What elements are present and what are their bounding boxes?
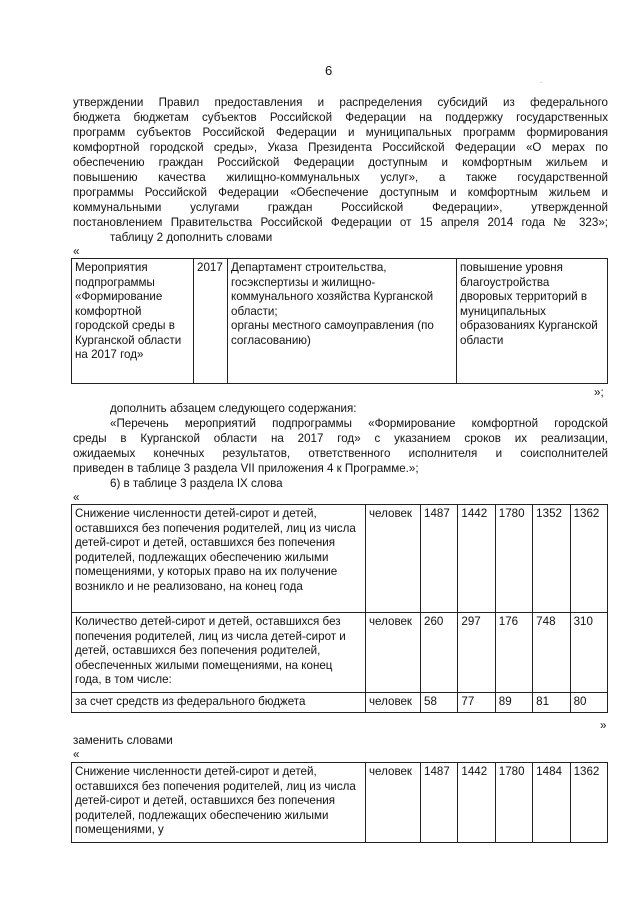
value-cell: 1487 bbox=[421, 763, 458, 843]
add-paragraph-label: дополнить абзацем следующего содержания: bbox=[110, 402, 357, 415]
value-cell: 310 bbox=[570, 613, 607, 693]
text-line: постановлением Правительства Российской Федерации от 15 апреля 2014 года № 323»; bbox=[73, 216, 608, 229]
event-cell: Мероприятия подпрограммы «Формирование комфортной городской среды в Курганской области на 2017 год» bbox=[72, 259, 194, 384]
value-cell: 89 bbox=[495, 693, 532, 713]
item-6-label: 6) в таблице 3 раздела IX слова bbox=[110, 477, 283, 490]
table-row bbox=[72, 505, 608, 613]
text-line: бюджета бюджетам субъектов Российской Федерации на поддержку государственных bbox=[73, 111, 608, 124]
text-line: программ субъектов Российской Федерации и муниципальных программ формирования bbox=[73, 126, 608, 139]
value-cell: 1442 bbox=[458, 763, 495, 843]
value-cell: 1487 bbox=[421, 505, 458, 613]
value-cell: 81 bbox=[533, 693, 570, 713]
text-line: приведен в таблице 3 раздела VII приложения 4 к Программе.»; bbox=[73, 462, 419, 475]
text-line: обеспечению граждан Российской Федерации доступным и комфортным жильем и bbox=[73, 156, 608, 169]
value-cell: 77 bbox=[458, 693, 495, 713]
value-cell: 1780 bbox=[495, 505, 532, 613]
unit-cell: человек bbox=[366, 693, 421, 713]
text-line: программы Российской Федерации «Обеспечение доступным и комфортным жильем и bbox=[73, 186, 608, 199]
value-cell: 1442 bbox=[458, 505, 495, 613]
close-quote: »; bbox=[594, 386, 604, 399]
table-row bbox=[72, 693, 608, 713]
table-row bbox=[72, 259, 608, 384]
unit-cell: человек bbox=[366, 505, 421, 613]
text-line: комфортной городской среды», Указа Президента Российской Федерации «О мерах по bbox=[73, 141, 608, 154]
value-cell: 1362 bbox=[570, 505, 607, 613]
text-line: среды в Курганской области на 2017 год» с указанием сроков их реализации, bbox=[73, 432, 608, 445]
text-line: ожидаемых конечных результатов, ответственного исполнителя и соисполнителей bbox=[73, 447, 608, 460]
value-cell: 176 bbox=[495, 613, 532, 693]
result-cell: повышение уровня благоустройства дворовых территорий в муниципальных образованиях Курганской области bbox=[457, 259, 608, 384]
open-quote: « bbox=[73, 748, 80, 761]
value-cell: 58 bbox=[421, 693, 458, 713]
table-2-addition bbox=[71, 258, 608, 384]
open-quote: « bbox=[73, 491, 80, 504]
indicator-cell: Снижение численности детей-сирот и детей, оставшихся без попечения родителей, лиц из числа детей-сирот и детей, оставшихся без попечения родителей, подлежащих обеспечению жилыми помещениями, у которых право на их получение возникло и не реализовано, на конец года bbox=[72, 505, 366, 613]
year-cell: 2017 bbox=[194, 259, 228, 384]
value-cell: 1780 bbox=[495, 763, 532, 843]
close-quote: » bbox=[600, 719, 607, 732]
value-cell: 1352 bbox=[533, 505, 570, 613]
value-cell: 297 bbox=[458, 613, 495, 693]
executor-cell: Департамент строительства, госэкспертизы и жилищно-коммунального хозяйства Курганской области; органы местного самоуправления (по согласованию) bbox=[228, 259, 457, 384]
text-line: утверждении Правил предоставления и распределения субсидий из федерального bbox=[73, 96, 608, 109]
indicator-cell: Снижение численности детей-сирот и детей, оставшихся без попечения родителей, лиц из числа детей-сирот и детей, оставшихся без попечения родителей, подлежащих обеспечению жилыми помещениями, у bbox=[72, 763, 366, 843]
table2-intro: таблицу 2 дополнить словами bbox=[110, 231, 273, 244]
unit-cell: человек bbox=[366, 613, 421, 693]
open-quote: « bbox=[73, 245, 80, 258]
unit-cell: человек bbox=[366, 763, 421, 843]
value-cell: 1484 bbox=[533, 763, 570, 843]
text-line: повышению качества жилищно-коммунальных услуг», а также государственной bbox=[73, 171, 608, 184]
value-cell: 260 bbox=[421, 613, 458, 693]
added-paragraph bbox=[73, 416, 608, 476]
table-row bbox=[72, 763, 608, 843]
table-3-original bbox=[71, 504, 608, 713]
table-3-replacement bbox=[71, 762, 608, 843]
value-cell: 748 bbox=[533, 613, 570, 693]
scan-mark: . bbox=[540, 76, 543, 85]
value-cell: 80 bbox=[570, 693, 607, 713]
replace-with-label: заменить словами bbox=[73, 734, 173, 747]
text-line: коммунальными услугами граждан Российской Федерации», утвержденной bbox=[73, 201, 608, 214]
page-number: 6 bbox=[325, 63, 333, 78]
table-row bbox=[72, 613, 608, 693]
value-cell: 1362 bbox=[570, 763, 607, 843]
indicator-cell: за счет средств из федерального бюджета bbox=[72, 693, 366, 713]
text-line: «Перечень мероприятий подпрограммы «Формирование комфортной городской bbox=[110, 417, 608, 430]
intro-paragraph bbox=[73, 95, 608, 230]
indicator-cell: Количество детей-сирот и детей, оставшихся без попечения родителей, лиц из числа детей-сирот и детей, оставшихся без попечения родителей, обеспеченных жилыми помещениями, на конец года, в том числе: bbox=[72, 613, 366, 693]
